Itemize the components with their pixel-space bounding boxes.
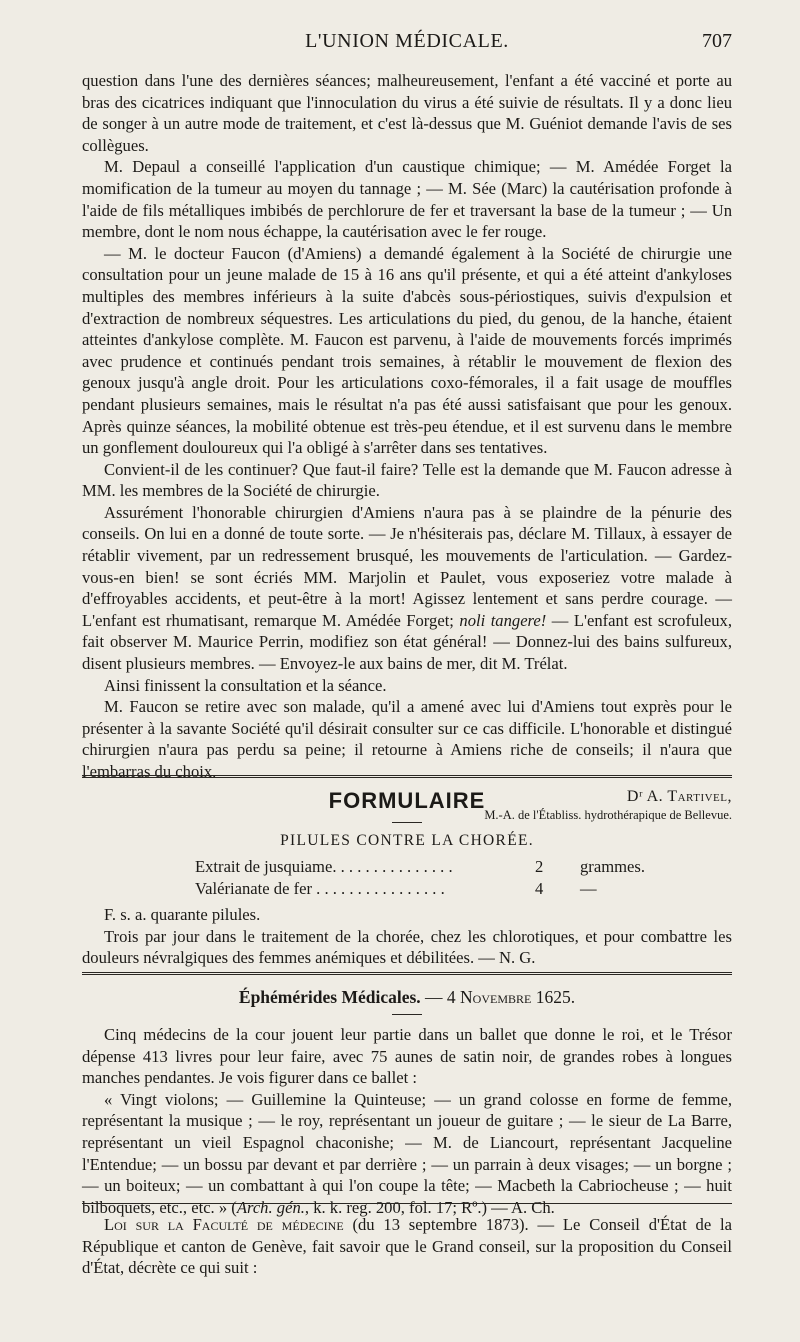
formulaire-body — [82, 904, 732, 969]
paragraph-faucon-case: — M. le docteur Faucon (d'Amiens) a demandé également à la Société de chirurgie une consultation pour un jeune malade de 15 à 16 ans qu'il présente, et qui a été atteint d'ankyloses multiples des membres inférieurs à la suite d'abcès sous-périostiques, suivis d'expulsion et d'extraction de nombreux séquestres. Les articulations du pied, du genou, de la hanche, étaient atteintes d'ankylose complète. M. Faucon est parvenu, à l'aide de mouvements forcés imprimés avec prudence et continués pendant trois semaines, à rétablir le mouvement de flexion des genoux jusqu'à angle droit. Pour les articulations coxo-fémorales, il a fait usage de mouffles pendant plusieurs semaines, mais le résultat n'a pas été aussi satisfaisant que pour les genoux. Après quinze séances, la mobilité obtenue est très-peu étendue, et il est survenu dans le membre un gonflement douloureux qui l'a obligé à s'arrêter dans ses tentatives. — [82, 243, 732, 458]
paragraph-end: Ainsi finissent la consultation et la séance. — [104, 675, 387, 695]
ingredient-quantity: 4 — [535, 879, 544, 898]
law-body — [82, 1214, 732, 1279]
ingredient-unit: grammes. — [580, 857, 645, 876]
section-divider — [82, 972, 732, 975]
paragraph-consultation: Assurément l'honorable chirurgien d'Amiens n'aura pas à se plaindre de la pénurie des conseils. On lui en a donné de toute sorte. — Je n'hésiterais pas, déclare M. Tillaux, à essayer de rétablir vivement, par un redressement brusqué, les mouvements de l'articulation. — Gardez-vous-en bien! se sont écriés MM. Marjolin et Paulet, vous exposeriez votre malade à d'effroyables accidents, et peut-être à la mort! Agissez lentement et sans perdre courage. — L'enfant est rhumatisant, remarque M. Amédée Forget; noli tangere! — L'enfant est scrofuleux, fait observer M. Maurice Perrin, modifiez son état général! — Donnez-lui des bains sulfureux, disent plusieurs membres. — Envoyez-le aux bains de mer, dit M. Trélat. — [82, 502, 733, 674]
law-paragraph: Loi sur la Faculté de médecine (du 13 septembre 1873). — Le Conseil d'État de la République et canton de Genève, fait savoir que le Grand conseil, sur la proposition du Conseil d'État, décrète ce qui suit : — [82, 1215, 732, 1278]
ballet-list: « Vingt violons; — Guillemine la Quinteuse; — un grand colosse en forme de femme, représentant la musique ; — le roy, représentant un joueur de guitare ; — le sieur de La Barre, représentant un vieil Espagnol chaconishe; — M. de Liancourt, représentant Jacqueline l'Entendue; — un bossu par devant et par derrière ; — un parrain à deux visages; — un borgne ; — un boiteux; — un combattant à qui l'on coupe la tête; — Macbeth la Cabriocheuse ; — huit bilboquets, etc., etc. » (Arch. gén., k. k. reg. 200, fol. 17; Rº.) — A. Ch. — [82, 1089, 732, 1217]
short-divider — [392, 822, 422, 823]
short-divider — [392, 1014, 422, 1015]
paragraph-vaccine: question dans l'une des dernières séances; malheureusement, l'enfant a été vacciné et porte au bras des cicatrices indiquant que l'innoculation du virus a été suivie de résultats. Il y a donc lieu de songer à un autre mode de traitement, et c'est là-dessus que M. Guéniot demande l'avis de ses collègues. — [82, 71, 732, 155]
ephemerides-title: Éphémérides Médicales. — 4 Novembre 1625. — [238, 987, 576, 1007]
author-name: Dʳ A. Tartivel, — [626, 787, 732, 805]
ephemerides-paragraph: Cinq médecins de la cour jouent leur partie dans un ballet que donne le roi, et le Trésor dépense 413 livres pour leur faire, avec 75 aunes de satin noir, de grandes robes à longues manches pendantes. Je vois figurer dans ce ballet : — [82, 1025, 732, 1088]
recipe-line — [0, 856, 800, 878]
ingredient-name: Extrait de jusquiame. . . . . . . . . . . . . . . — [195, 857, 453, 876]
ephemerides-date: — 4 Novembre 1625. — [425, 987, 576, 1007]
running-header — [82, 30, 732, 60]
source-reference: Arch. gén. — [236, 1197, 305, 1217]
paragraph-question: Convient-il de les continuer? Que faut-il faire? Telle est la demande que M. Faucon adresse à MM. les membres de la Société de chirurgie. — [82, 459, 732, 501]
section-divider — [82, 1203, 732, 1204]
page-number: 707 — [702, 30, 732, 52]
formulaire-title: FORMULAIRE — [328, 788, 486, 813]
ingredient-quantity: 2 — [535, 857, 544, 876]
ephemerides-body — [82, 1024, 732, 1218]
author-institution: M.-A. de l'Établiss. hydrothérapique de Bellevue. — [484, 808, 732, 823]
paragraph-treatments: M. Depaul a conseillé l'application d'un caustique chimique; — M. Amédée Forget la momification de la tumeur au moyen du tannage ; — M. Sée (Marc) la cautérisation profonde à l'aide de fils métalliques imbibés de perchlorure de fer et traversant la base de la tumeur ; — Un membre, dont le nom nous échappe, la cautérisation avec le fer rouge. — [82, 157, 732, 242]
latin-phrase: noli tangere! — [459, 610, 547, 630]
ingredient-unit: — — [580, 879, 597, 898]
paragraph-conclusion: M. Faucon se retire avec son malade, qu'il a amené avec lui d'Amiens tout exprès pour le présenter à la savante Société qu'il désirait consulter sur ce cas difficile. L'honorable et distingué chirurgien n'aura pas perdu sa peine; il retourne à Amiens riche de conseils; il n'aura que l'embarras du choix. — [82, 697, 732, 781]
recipe-line — [0, 878, 800, 900]
journal-title: L'UNION MÉDICALE. — [305, 30, 509, 52]
ingredient-name: Valérianate de fer . . . . . . . . . . . . . . . . — [195, 879, 445, 898]
recipe-title: PILULES CONTRE LA CHORÉE. — [280, 832, 534, 849]
preparation-note: F. s. a. quarante pilules. — [104, 905, 261, 924]
usage-note: Trois par jour dans le traitement de la chorée, chez les chlorotiques, et pour combattre les douleurs névralgiques des femmes anémiques et débilitées. — N. G. — [82, 926, 732, 968]
law-title: Loi sur la Faculté de médecine — [104, 1215, 344, 1234]
article-body — [82, 70, 732, 824]
section-divider — [82, 775, 732, 778]
